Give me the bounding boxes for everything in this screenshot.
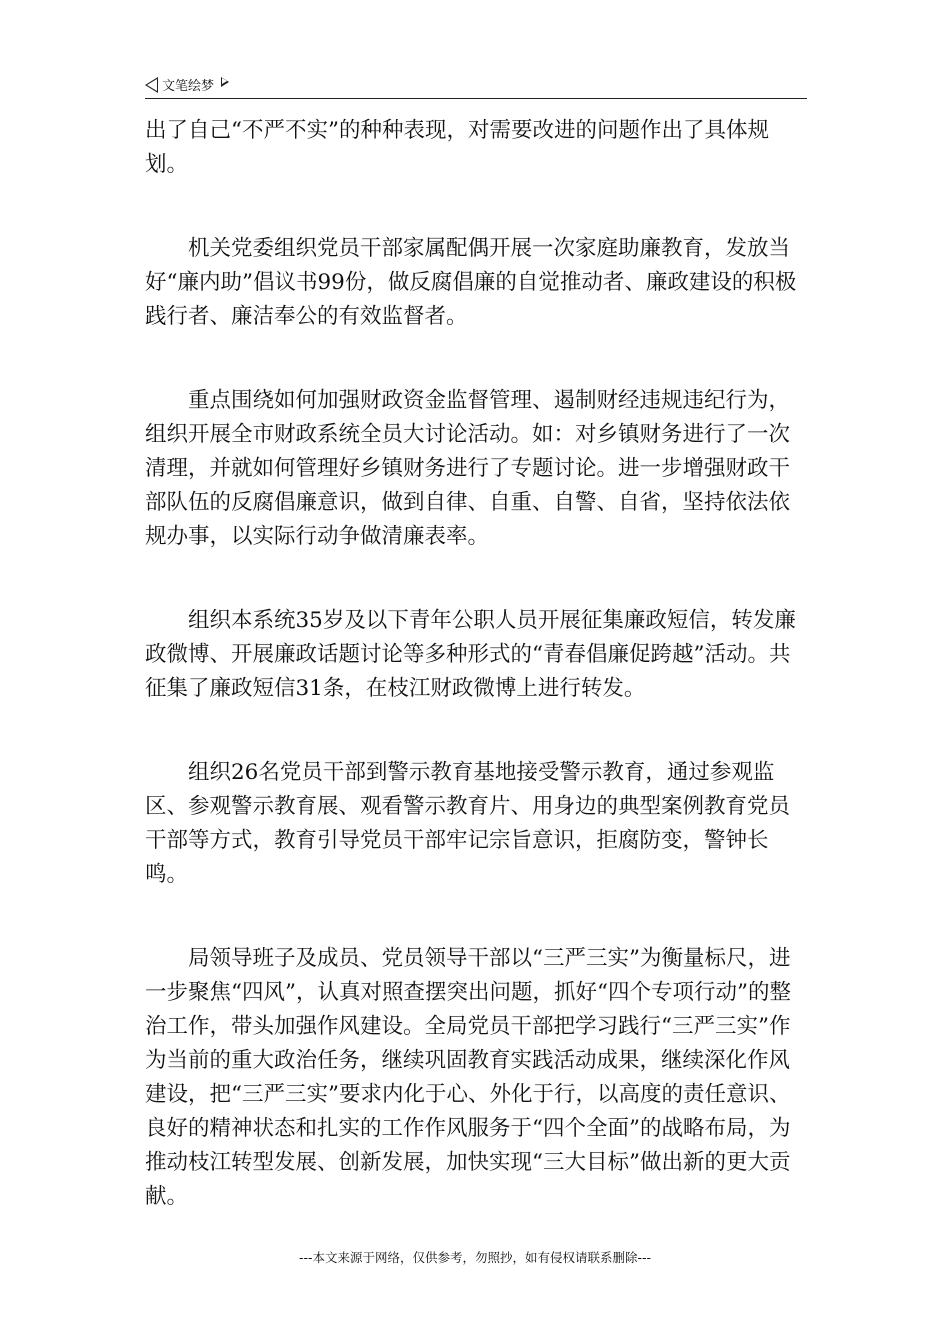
paragraph-3: 重点围绕如何加强财政资金监督管理、遏制财经违规违纪行为，组织开展全市财政系统全员大讨论活动。如：对乡镇财务进行了一次清理，并就如何管理好乡镇财务进行了专题讨论。进一步增强财政干部队伍的反腐倡廉意识，做到自律、自重、自警、自省，坚持依法依规办事，以实际行动争做清廉表率。 [145, 388, 791, 549]
paragraph-2: 机关党委组织党员干部家属配偶开展一次家庭助廉教育，发放当好“廉内助”倡议书99份，做反腐倡廉的自觉推动者、廉政建设的积极践行者、廉洁奉公的有效监督者。 [145, 236, 797, 329]
paragraph-1: 出了自己“不严不实”的种种表现，对需要改进的问题作出了具体规划。 [145, 118, 769, 177]
paragraph-4: 组织本系统35岁及以下青年公职人员开展征集廉政短信，转发廉政微博、开展廉政话题讨论等多种形式的“青春倡廉促跨越”活动。共征集了廉政短信31条，在枝江财政微博上进行转发。 [145, 608, 796, 701]
paragraph-6: 局领导班子及成员、党员领导干部以“三严三实”为衡量标尺，进一步聚焦“四风”，认真对照查摆突出问题，抓好“四个专项行动”的整治工作，带头加强作风建设。全局党员干部把学习践行“三严三实”作为当前的重大政治任务，继续巩固教育实践活动成果，继续深化作风建设，把“三严三实”要求内化于心、外化于行，以高度的责任意识、良好的精神状态和扎实的工作作风服务于“四个全面”的战略布局，为推动枝江转型发展、创新发展，加快实现“三大目标”做出新的更大贡献。 [145, 946, 791, 1209]
header-brand [145, 75, 229, 94]
page-footer: ---本文来源于网络，仅供参考，勿照抄，如有侵权请联系删除--- [298, 1250, 652, 1265]
triangle-right-icon [221, 77, 229, 87]
triangle-left-icon [145, 77, 158, 93]
header-brand-text: 文笔绘梦 [162, 79, 215, 94]
document-body [145, 114, 810, 1214]
page-header [145, 72, 807, 99]
paragraph-5: 组织26名党员干部到警示教育基地接受警示教育，通过参观监区、参观警示教育展、观看警示教育片、用身边的典型案例教育党员干部等方式，教育引导党员干部牢记宗旨意识，拒腐防变，警钟长鸣。 [145, 760, 791, 887]
